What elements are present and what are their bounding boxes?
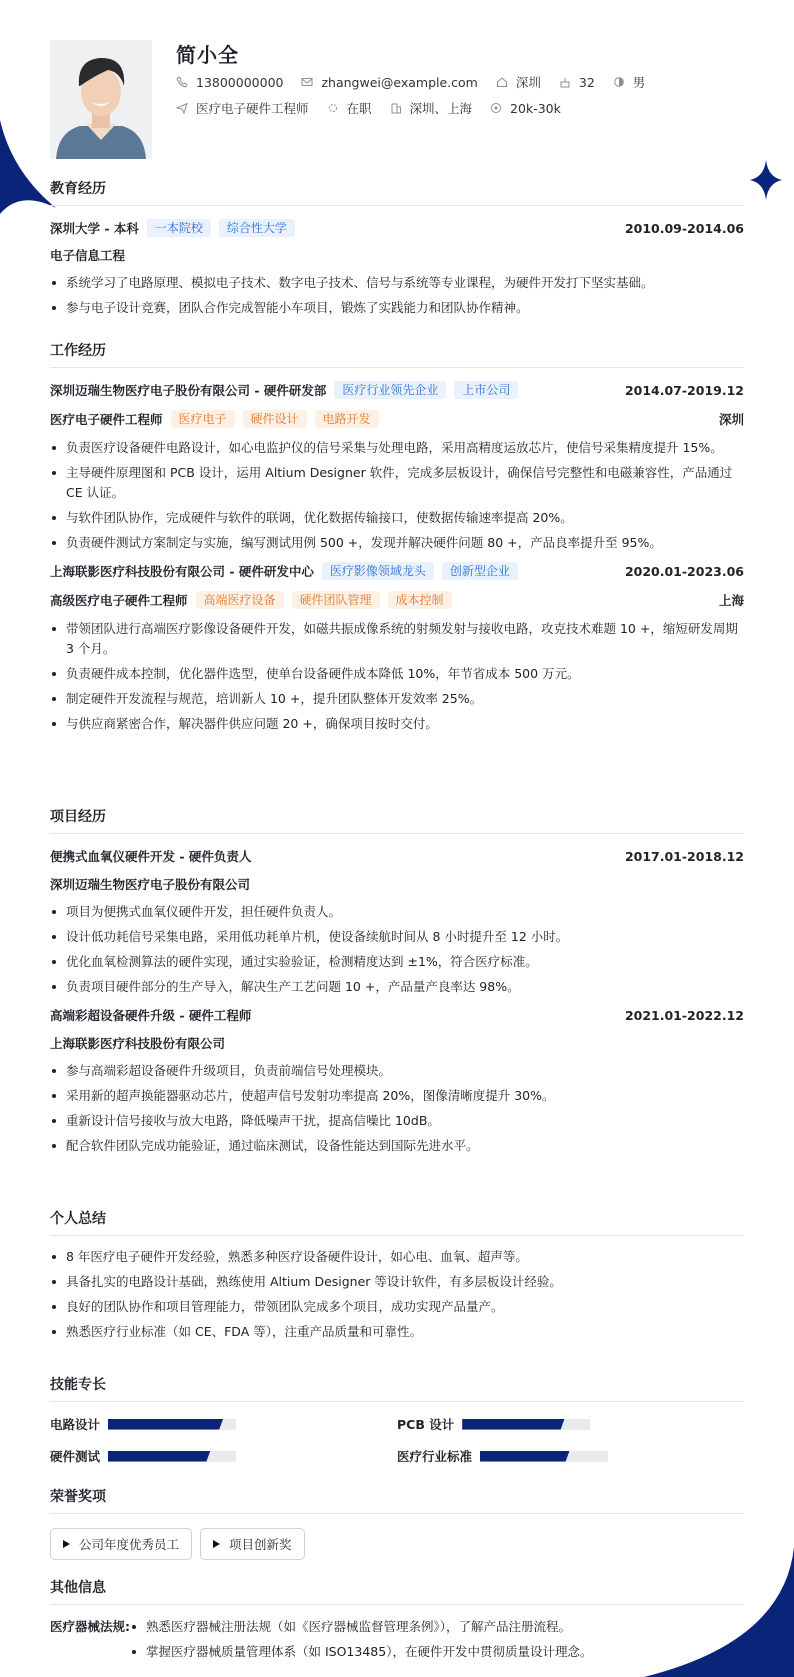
gender-icon bbox=[613, 76, 625, 88]
bullet-list bbox=[50, 902, 744, 997]
summary-section bbox=[50, 1208, 744, 1347]
tag: 硬件团队管理 bbox=[292, 591, 380, 609]
list-item: 良好的团队协作和项目管理能力，带领团队完成多个项目，成功实现产品量产。 bbox=[50, 1297, 744, 1317]
skill-name: 医疗行业标准 bbox=[397, 1449, 473, 1464]
section-title: 项目经历 bbox=[50, 806, 744, 834]
award-badge: 项目创新奖 bbox=[200, 1528, 305, 1560]
school: 深圳大学 - 本科 bbox=[50, 221, 139, 236]
skill-name: 电路设计 bbox=[50, 1417, 101, 1432]
list-item: 参与电子设计竞赛，团队合作完成智能小车项目，锻炼了实践能力和团队协作精神。 bbox=[50, 298, 744, 318]
list-item: 重新设计信号接收与放大电路，降低噪声干扰，提高信噪比 10dB。 bbox=[50, 1111, 744, 1131]
skill-item bbox=[50, 1447, 397, 1465]
date: 2010.09-2014.06 bbox=[624, 220, 744, 236]
list-item: 负责硬件测试方案制定与实施，编写测试用例 500 +，发现并解决硬件问题 80 +，产品良率提升至 95%。 bbox=[50, 533, 744, 553]
bullet-list bbox=[50, 438, 744, 553]
job-title: 高级医疗电子硬件工程师 bbox=[50, 593, 188, 608]
projects-section bbox=[50, 806, 744, 1161]
play-icon bbox=[213, 1540, 220, 1548]
list-item: 采用新的超声换能器驱动芯片，使超声信号发射功率提高 20%，图像清晰度提升 30%。 bbox=[50, 1086, 744, 1106]
section-title: 个人总结 bbox=[50, 1208, 744, 1236]
list-item: 优化血氧检测算法的硬件实现，通过实验验证，检测精度达到 ±1%，符合医疗标准。 bbox=[50, 952, 744, 972]
skill-bar bbox=[480, 1451, 608, 1462]
city: 深圳 bbox=[496, 73, 541, 91]
work-section bbox=[50, 340, 744, 739]
tag: 硬件设计 bbox=[243, 410, 307, 428]
section-title: 教育经历 bbox=[50, 178, 744, 206]
skill-item bbox=[50, 1415, 397, 1433]
bullet-list bbox=[50, 1247, 744, 1342]
project-entry bbox=[50, 845, 744, 997]
tag: 医疗影像领域龙头 bbox=[322, 562, 434, 580]
skill-level bbox=[480, 1451, 570, 1462]
list-item: 掌握医疗器械质量管理体系（如 ISO13485），在硬件开发中贯彻质量设计理念。 bbox=[130, 1642, 592, 1662]
list-item: 带领团队进行高端医疗影像设备硬件开发，如磁共振成像系统的射频发射与接收电路，攻克技术难题 10 +，缩短研发周期 3 个月。 bbox=[50, 619, 744, 659]
education-section bbox=[50, 178, 744, 323]
age: 32 bbox=[559, 75, 595, 90]
company: 深圳迈瑞生物医疗电子股份有限公司 - 硬件研发部 bbox=[50, 383, 327, 398]
tag: 上市公司 bbox=[454, 381, 518, 399]
phone-icon bbox=[176, 76, 188, 88]
section-title: 技能专长 bbox=[50, 1374, 744, 1402]
tag: 医疗行业领先企业 bbox=[334, 381, 446, 399]
project-entry bbox=[50, 1004, 744, 1156]
list-item: 配合软件团队完成功能验证，通过临床测试，设备性能达到国际先进水平。 bbox=[50, 1136, 744, 1156]
mail-icon bbox=[301, 76, 313, 88]
candidate-name: 简小全 bbox=[176, 43, 239, 67]
company: 上海联影医疗科技股份有限公司 - 硬件研发中心 bbox=[50, 564, 314, 579]
status-icon bbox=[327, 102, 339, 114]
decor-star bbox=[750, 160, 782, 200]
position: 医疗电子硬件工程师 bbox=[176, 99, 309, 117]
project-name: 高端彩超设备硬件升级 - 硬件工程师 bbox=[50, 1008, 252, 1023]
location: 深圳 bbox=[718, 412, 744, 427]
contact-row bbox=[176, 73, 663, 91]
skill-bar bbox=[108, 1451, 236, 1462]
list-item: 与供应商紧密合作，解决器件供应问题 20 +，确保项目按时交付。 bbox=[50, 714, 744, 734]
list-item: 负责医疗设备硬件电路设计，如心电监护仪的信号采集与处理电路，采用高精度运放芯片，使信号采集精度提升 15%。 bbox=[50, 438, 744, 458]
skill-name: PCB 设计 bbox=[397, 1417, 455, 1432]
list-item: 熟悉医疗器械注册法规（如《医疗器械监督管理条例》），了解产品注册流程。 bbox=[130, 1617, 592, 1637]
tag: 一本院校 bbox=[147, 219, 211, 237]
salary-icon bbox=[490, 102, 502, 114]
section-title: 荣誉奖项 bbox=[50, 1486, 744, 1514]
target-city: 深圳、上海 bbox=[390, 99, 473, 117]
award-badge: 公司年度优秀员工 bbox=[50, 1528, 192, 1560]
list-item: 负责项目硬件部分的生产导入，解决生产工艺问题 10 +，产品量产良率达 98%。 bbox=[50, 977, 744, 997]
home-icon bbox=[496, 76, 508, 88]
bullet-list bbox=[50, 619, 744, 734]
job-intent-row bbox=[176, 99, 579, 117]
work-entry bbox=[50, 560, 744, 734]
list-item: 与软件团队协作，完成硬件与软件的联调，优化数据传输接口，使数据传输速率提高 20%。 bbox=[50, 508, 744, 528]
project-name: 便携式血氧仪硬件开发 - 硬件负责人 bbox=[50, 849, 252, 864]
bullet-list bbox=[50, 273, 744, 318]
tag: 高端医疗设备 bbox=[196, 591, 284, 609]
avatar bbox=[50, 40, 152, 159]
bullet-list bbox=[50, 1061, 744, 1156]
resume-header bbox=[50, 40, 744, 160]
phone: 13800000000 bbox=[176, 75, 283, 90]
skill-grid bbox=[50, 1415, 744, 1465]
tag: 医疗电子 bbox=[171, 410, 235, 428]
list-item: 熟悉医疗行业标准（如 CE、FDA 等），注重产品质量和可靠性。 bbox=[50, 1322, 744, 1342]
play-icon bbox=[63, 1540, 70, 1548]
date: 2017.01-2018.12 bbox=[624, 848, 744, 864]
list-item: 主导硬件原理图和 PCB 设计，运用 Altium Designer 软件，完成多层板设计，确保信号完整性和电磁兼容性，产品通过 CE 认证。 bbox=[50, 463, 744, 503]
salary: 20k-30k bbox=[490, 101, 561, 116]
award-list bbox=[50, 1528, 744, 1560]
list-item: 设计低功耗信号采集电路，采用低功耗单片机，使设备续航时间从 8 小时提升至 12 小时。 bbox=[50, 927, 744, 947]
other-item bbox=[50, 1617, 744, 1667]
list-item: 系统学习了电路原理、模拟电子技术、数字电子技术、信号与系统等专业课程，为硬件开发打下坚实基础。 bbox=[50, 273, 744, 293]
project-company: 上海联影医疗科技股份有限公司 bbox=[50, 1036, 226, 1051]
list-item: 具备扎实的电路设计基础，熟练使用 Altium Designer 等设计软件，有多层板设计经验。 bbox=[50, 1272, 744, 1292]
list-item: 制定硬件开发流程与规范，培训新人 10 +，提升团队整体开发效率 25%。 bbox=[50, 689, 744, 709]
tag: 成本控制 bbox=[388, 591, 452, 609]
date: 2021.01-2022.12 bbox=[624, 1007, 744, 1023]
skill-name: 硬件测试 bbox=[50, 1449, 101, 1464]
project-company: 深圳迈瑞生物医疗电子股份有限公司 bbox=[50, 877, 251, 892]
list-item: 项目为便携式血氧仪硬件开发，担任硬件负责人。 bbox=[50, 902, 744, 922]
skill-bar bbox=[462, 1419, 590, 1430]
tag: 创新型企业 bbox=[442, 562, 518, 580]
skill-item bbox=[397, 1447, 744, 1465]
work-entry bbox=[50, 379, 744, 553]
gender: 男 bbox=[613, 73, 646, 91]
tag: 综合性大学 bbox=[219, 219, 295, 237]
awards-section bbox=[50, 1486, 744, 1560]
section-title: 工作经历 bbox=[50, 340, 744, 368]
send-icon bbox=[176, 102, 188, 114]
job-title: 医疗电子硬件工程师 bbox=[50, 412, 163, 427]
date: 2020.01-2023.06 bbox=[624, 563, 744, 579]
bullet-list bbox=[130, 1617, 592, 1667]
other-label: 医疗器械法规: bbox=[50, 1619, 130, 1634]
education-head bbox=[50, 217, 744, 239]
skill-bar bbox=[108, 1419, 236, 1430]
skills-section bbox=[50, 1374, 744, 1465]
status: 在职 bbox=[327, 99, 372, 117]
major: 电子信息工程 bbox=[50, 248, 126, 263]
list-item: 参与高端彩超设备硬件升级项目，负责前端信号处理模块。 bbox=[50, 1061, 744, 1081]
list-item: 8 年医疗电子硬件开发经验，熟悉多种医疗设备硬件设计，如心电、血氧、超声等。 bbox=[50, 1247, 744, 1267]
tag: 电路开发 bbox=[315, 410, 379, 428]
skill-level bbox=[462, 1419, 564, 1430]
building-icon bbox=[390, 102, 402, 114]
cake-icon bbox=[559, 76, 571, 88]
skill-level bbox=[108, 1451, 210, 1462]
email: zhangwei@example.com bbox=[301, 75, 477, 90]
other-section bbox=[50, 1577, 744, 1667]
list-item: 负责硬件成本控制，优化器件选型，使单台设备硬件成本降低 10%，年节省成本 500 万元。 bbox=[50, 664, 744, 684]
section-title: 其他信息 bbox=[50, 1577, 744, 1605]
date: 2014.07-2019.12 bbox=[624, 382, 744, 398]
skill-level bbox=[108, 1419, 223, 1430]
skill-item bbox=[397, 1415, 744, 1433]
location: 上海 bbox=[718, 593, 744, 608]
